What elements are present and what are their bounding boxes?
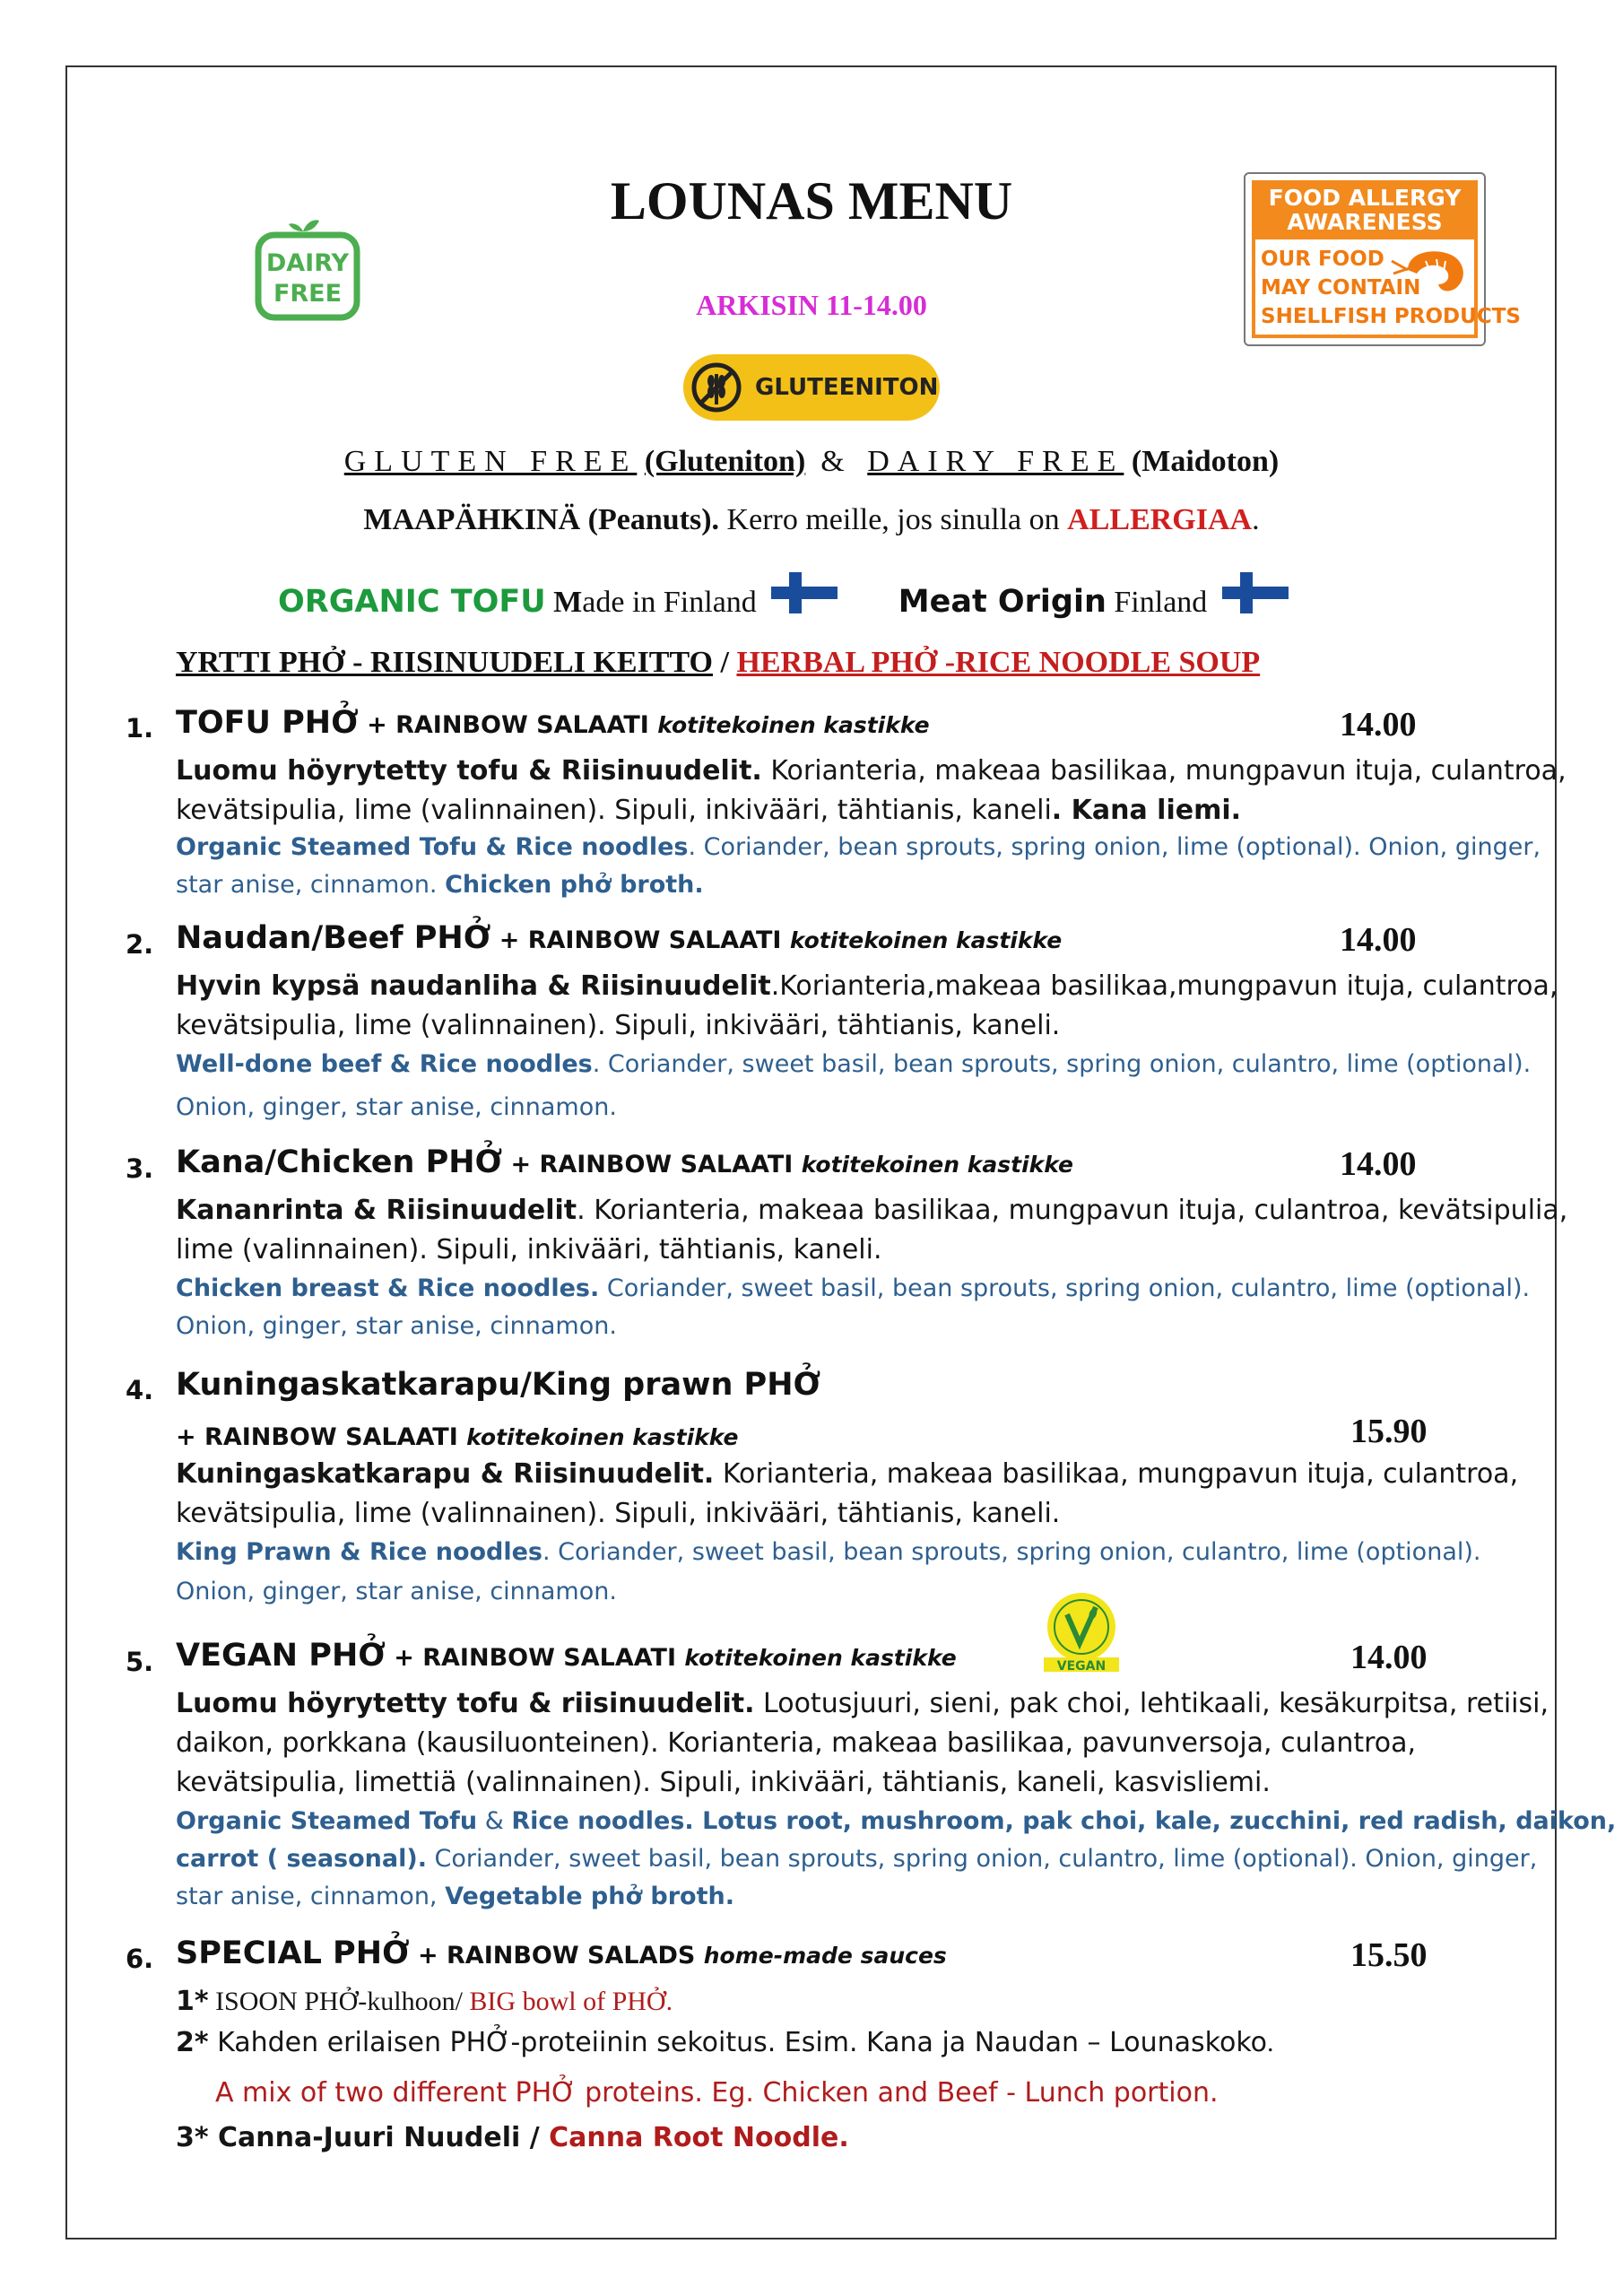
item-addon: + RAINBOW SALAATI [502, 1151, 802, 1178]
dairy-badge-line2: FREE [273, 280, 343, 308]
special-option-3: 3* Canna-Juuri Nuudeli / Canna Root Noodle. [176, 2122, 849, 2153]
allergy-body-2: MAY CONTAIN [1261, 276, 1421, 300]
item-addon: + RAINBOW SALAATI [358, 711, 658, 739]
item-desc-fi-2: kevätsipulia, lime (valinnainen). Sipuli, inkivääri, tähtianis, kaneli. Kana liemi. [176, 795, 1242, 826]
item-desc-en-2: Onion, ginger, star anise, cinnamon. [176, 1093, 617, 1121]
item-title [176, 705, 930, 741]
dietary-info-line [0, 445, 1623, 479]
item-price: 14.00 [1340, 1145, 1417, 1183]
item-number: 4. [126, 1375, 154, 1405]
item-addon: + RAINBOW SALAATI [490, 926, 790, 954]
dairy-free-fi: (Maidoton) [1131, 445, 1280, 478]
dairy-free-text: DAIRY FREE [867, 445, 1124, 478]
item-name: Naudan/Beef PHỞ [176, 920, 491, 956]
item-title [176, 1144, 1073, 1180]
item-number: 5. [126, 1647, 154, 1677]
item-addon: + RAINBOW SALAATI [176, 1423, 467, 1451]
item-sauce: home-made sauces [703, 1943, 947, 1969]
page-title: LOUNAS MENU [610, 171, 1013, 230]
item-price: 14.00 [1340, 921, 1417, 959]
item-number: 1. [126, 713, 154, 744]
item-addon: + RAINBOW SALADS [409, 1942, 704, 1970]
finland-flag-icon [1222, 572, 1289, 613]
peanuts-text: MAAPÄHKINÄ (Peanuts). [363, 503, 720, 536]
item-name: SPECIAL PHỞ [176, 1935, 410, 1971]
item-desc-fi-1: Luomu höyrytetty tofu & Riisinuudelit. Korianteria, makeaa basilikaa, mungpavun ituja, culantroa, [176, 755, 1567, 787]
item-title [176, 920, 1062, 956]
item-desc-en-2: Onion, ginger, star anise, cinnamon. [176, 1578, 617, 1605]
section-heading-fi: YRTTI PHỞ - RIISINUUDELI KEITTO [176, 646, 713, 679]
item-desc-fi-2: lime (valinnainen). Sipuli, inkivääri, tähtianis, kaneli. [176, 1234, 882, 1265]
item-desc-en-3: star anise, cinnamon, Vegetable phở broth. [176, 1883, 734, 1910]
item-number: 6. [126, 1944, 154, 1974]
item-desc-fi-1: Hyvin kypsä naudanliha & Riisinuudelit.Korianteria,makeaa basilikaa,mungpavun ituja, culantroa, [176, 970, 1558, 1002]
item-price: 14.00 [1340, 706, 1417, 744]
allergy-body-1: OUR FOOD [1261, 248, 1384, 271]
item-desc-en-2: carrot ( seasonal). Coriander, sweet basil, bean sprouts, spring onion, culantro, lime (optional). Onion, ginger, [176, 1845, 1538, 1873]
section-heading [176, 646, 1260, 680]
made-m: M [553, 586, 583, 619]
vegan-label-icon [1042, 1591, 1121, 1674]
item-title [176, 1935, 947, 1971]
gluten-free-badge [683, 354, 940, 421]
item-desc-fi-1: Kuningaskatkarapu & Riisinuudelit. Korianteria, makeaa basilikaa, mungpavun ituja, culantroa, [176, 1458, 1519, 1490]
item-price: 15.50 [1350, 1936, 1428, 1974]
item-desc-fi-2: kevätsipulia, lime (valinnainen). Sipuli, inkivääri, tähtianis, kaneli. [176, 1498, 1061, 1529]
item-desc-en-1: Well-done beef & Rice noodles. Coriander, sweet basil, bean sprouts, spring onion, culantro, lime (optional). [176, 1050, 1532, 1078]
item-price: 14.00 [1350, 1639, 1428, 1676]
item-desc-en-1: Organic Steamed Tofu & Rice noodles. Coriander, bean sprouts, spring onion, lime (optional). Onion, ginger, [176, 833, 1541, 861]
wheat-crossed-icon [690, 361, 742, 413]
item-name: Kana/Chicken PHỞ [176, 1144, 503, 1180]
organic-tofu-text: ORGANIC TOFU [278, 584, 546, 620]
item-sauce: kotitekoinen kastikke [789, 927, 1063, 953]
item-price: 15.90 [1350, 1413, 1428, 1450]
item-desc-fi-1: Kananrinta & Riisinuudelit. Korianteria, makeaa basilikaa, mungpavun ituja, culantroa, kevätsipulia, [176, 1195, 1568, 1226]
meat-origin-text: Meat Origin [898, 584, 1107, 620]
allergy-word: ALLERGIAA [1067, 503, 1253, 536]
section-sep: / [712, 646, 737, 679]
item-name: TOFU PHỞ [176, 705, 359, 741]
item-sauce: kotitekoinen kastikke [466, 1424, 739, 1450]
gluten-free-fi: (Gluteniton) [644, 445, 806, 478]
item-title [176, 1638, 957, 1674]
allergy-info-line [0, 503, 1623, 537]
item-sauce: kotitekoinen kastikke [657, 712, 930, 738]
item-desc-en-1: King Prawn & Rice noodles. Coriander, sweet basil, bean sprouts, spring onion, culantro, lime (optional). [176, 1538, 1481, 1566]
item-desc-fi-3: kevätsipulia, limettiä (valinnainen). Sipuli, inkivääri, tähtianis, kaneli, kasvisliemi. [176, 1767, 1271, 1798]
allergy-body-3: SHELLFISH PRODUCTS [1261, 305, 1521, 328]
item-title-addon [176, 1417, 738, 1453]
item-desc-en-2: star anise, cinnamon. Chicken phở broth. [176, 871, 704, 899]
food-allergy-badge [1244, 172, 1521, 346]
allergy-note: Kerro meille, jos sinulla on [726, 503, 1060, 536]
item-desc-fi-2: kevätsipulia, lime (valinnainen). Sipuli, inkivääri, tähtianis, kaneli. [176, 1010, 1061, 1041]
finland-flag-icon [771, 572, 838, 613]
item-addon: + RAINBOW SALAATI [385, 1644, 685, 1672]
item-desc-en-1: Chicken breast & Rice noodles. Coriander, sweet basil, bean sprouts, spring onion, culantro, lime (optional). [176, 1274, 1531, 1302]
item-desc-fi-1: Luomu höyrytetty tofu & riisinuudelit. Lootusjuuri, sieni, pak choi, lehtikaali, kesäkurpitsa, retiisi, [176, 1688, 1549, 1719]
dairy-badge-line1: DAIRY [265, 249, 350, 277]
gluten-free-label: GLUTEENITON [755, 374, 939, 401]
section-heading-en: HERBAL PHỞ -RICE NOODLE SOUP [736, 646, 1261, 679]
meat-origin-country: Finland [1114, 586, 1208, 619]
origin-info-line [278, 572, 1296, 620]
item-desc-fi-2: daikon, porkkana (kausiluonteinen). Korianteria, makeaa basilikaa, pavunversoja, culantroa, [176, 1727, 1417, 1759]
vegan-badge-text: VEGAN [1056, 1659, 1107, 1674]
item-desc-en-1: Organic Steamed Tofu & Rice noodles. Lotus root, mushroom, pak choi, kale, zucchini, red radish, daikon, [176, 1807, 1617, 1835]
special-option-1: 1* ISOON PHỞ-kulhoon/ BIG bowl of PHỞ. [176, 1986, 673, 2017]
special-option-2-en: A mix of two different PHỞ proteins. Eg. Chicken and Beef - Lunch portion. [215, 2077, 1219, 2109]
made-in-finland: ade in Finland [582, 586, 757, 619]
opening-hours: ARKISIN 11-14.00 [696, 289, 927, 321]
item-desc-en-2: Onion, ginger, star anise, cinnamon. [176, 1312, 617, 1340]
item-name: Kuningaskatkarapu/King prawn PHỞ [176, 1367, 821, 1403]
allergy-heading-2: AWARENESS [1287, 209, 1443, 235]
shrimp-icon [1390, 243, 1472, 297]
allergy-period: . [1252, 503, 1260, 536]
gluten-free-text: GLUTEN FREE [343, 445, 638, 478]
dairy-free-icon [253, 219, 362, 323]
allergy-heading-1: FOOD ALLERGY [1268, 185, 1462, 211]
special-option-2: 2* Kahden erilaisen PHỞ-proteiinin sekoitus. Esim. Kana ja Naudan – Lounaskoko. [176, 2027, 1274, 2058]
ampersand: & [820, 445, 845, 478]
item-sauce: kotitekoinen kastikke [684, 1645, 957, 1671]
item-name: VEGAN PHỞ [176, 1638, 386, 1674]
item-sauce: kotitekoinen kastikke [801, 1152, 1073, 1178]
item-number: 2. [126, 929, 154, 960]
item-number: 3. [126, 1153, 154, 1184]
